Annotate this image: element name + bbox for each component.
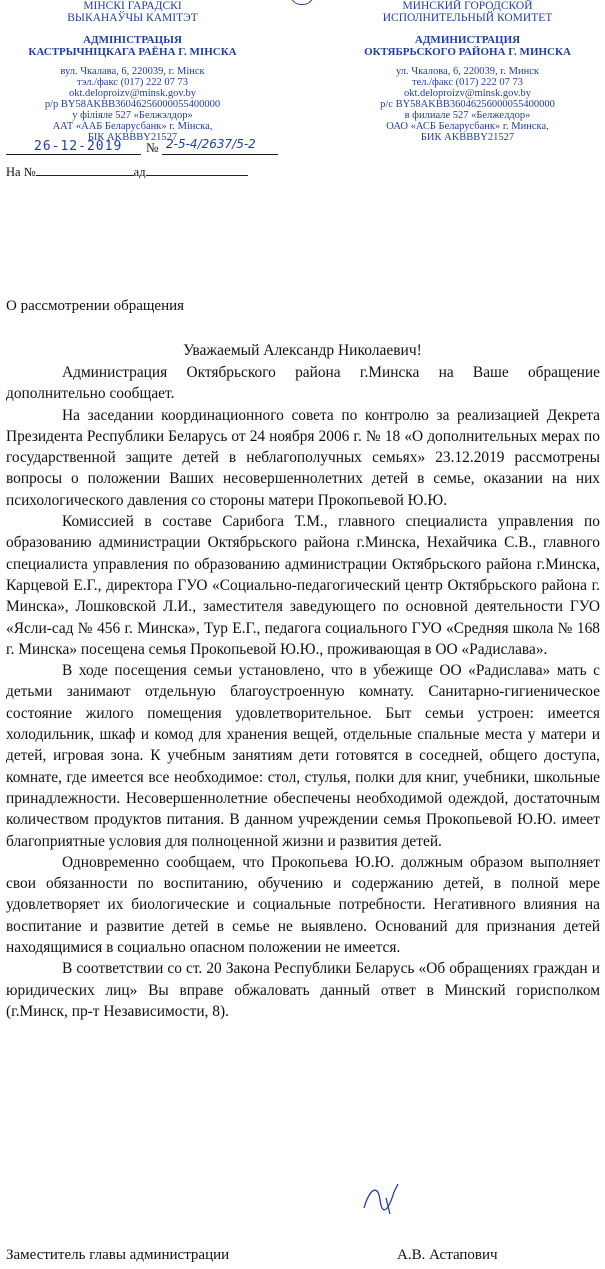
header-line: ВЫКАНАЎЧЫ КАМІТЭТ xyxy=(67,12,198,24)
phone-line: тел./факс (017) 222 07 73 xyxy=(412,77,523,88)
header-line: ИСПОЛНИТЕЛЬНЫЙ КОМИТЕТ xyxy=(382,12,553,24)
body-paragraph: Комиссией в составе Сарибога Т.М., главного специалиста управления по образованию администрации Октябрьского района г.Минска, Нехайчика С.В., главного специалиста управления по образованию администрации Октябрьского района г.Минска, Карцевой Е.Г., директора ГУО «Социально-педагогический центр Октябрьского района г. Минска», Лошковской Л.И., заместителя заведующего по основной деятельности ГУО «Ясли-сад № 456 г. Минска», Тур Е.Г., педагога социального ГУО «Средняя школа № 168 г. Минска» посещена семья Прокопьевой Ю.Ю., проживающая в ОО «Радислава». xyxy=(6,513,600,658)
bank-line: ААТ «ААБ Беларусбанк» г. Мінска, xyxy=(52,121,213,132)
registration-line xyxy=(6,139,276,161)
address-line: вул. Чкалава, 6, 220039, г. Мінск xyxy=(60,66,205,77)
on-no-blank xyxy=(36,163,134,176)
from-label: ад xyxy=(133,165,146,179)
letterhead-belarusian xyxy=(0,0,265,143)
registration-number: 2-5-4/2637/5-2 xyxy=(166,137,256,151)
signatory-position: Заместитель главы администрации xyxy=(6,1247,230,1263)
number-underline xyxy=(162,154,278,155)
org-name: АДМІНІСТРАЦЫЯ xyxy=(83,34,182,46)
bic-line: БІК AKBBBY21527 xyxy=(87,132,178,143)
header-line: МІНСКІ ГАРАДСКІ xyxy=(83,0,182,12)
handwritten-signature xyxy=(360,1178,408,1218)
address-line: ул. Чкалова, 6, 220039, г. Минск xyxy=(396,66,539,77)
number-sign: № xyxy=(146,140,159,155)
bank-branch-line: у філіяле 527 «Белжэлдор» xyxy=(72,110,193,121)
from-blank xyxy=(146,163,248,176)
bank-line: ОАО «АСБ Беларусбанк» г. Минска, xyxy=(386,121,549,132)
on-no-label: На № xyxy=(6,165,36,179)
date-underline xyxy=(6,154,141,155)
body-paragraph: Администрация Октябрьского района г.Минска на Ваше обращение дополнительно сообщает. xyxy=(6,364,600,403)
reply-to-line xyxy=(6,163,276,181)
email-line: okt.deloproizv@minsk.gov.by xyxy=(68,88,197,99)
org-name: ОКТЯБРЬСКОГО РАЙОНА Г. МИНСКА xyxy=(364,46,571,58)
email-line: okt.deloproizv@minsk.gov.by xyxy=(403,88,532,99)
body-paragraph: В соответствии со ст. 20 Закона Республики Беларусь «Об обращениях граждан и юридических лиц» Вы вправе обжаловать данный ответ в Минский горисполком (г.Минск, пр-т Независимости, 8). xyxy=(6,960,600,1020)
org-name: КАСТРЫЧНІЦКАГА РАЁНА Г. МІНСКА xyxy=(28,46,237,58)
letter-subject: О рассмотрении обращения xyxy=(6,298,185,314)
body-paragraph: На заседании координационного совета по контролю за реализацией Декрета Президента Республики Беларусь от 24 ноября 2006 г. № 18 «О дополнительных мерах по государственной защите детей в неблагополучных семьях» 23.12.2019 рассмотрены вопросы о положении Ваших несовершеннолетних детей в семье, оказании на них психологического давления со стороны матери Прокопьевой Ю.Ю. xyxy=(6,406,600,509)
letter-body xyxy=(6,362,600,1022)
bic-line: БИК AKBBBY21527 xyxy=(420,132,515,143)
org-name: АДМИНИСТРАЦИЯ xyxy=(414,34,521,46)
body-paragraph: Одновременно сообщаем, что Прокопьева Ю.Ю. должным образом выполняет свои обязанности по воспитанию, обучению и содержанию детей, в полной мере удовлетворяет их биологические и социальные потребности. Негативного влияния на воспитание и развитие детей в семье не выявлено. Оснований для признания детей находящимися в социально опасном положении не имеется. xyxy=(6,853,600,957)
account-line: р/р BY58AKBB36046256000055400000 xyxy=(44,99,221,110)
body-paragraph: В ходе посещения семьи установлено, что в убежище ОО «Радислава» мать с детьми занимают отдельную благоустроенную комнату. Санитарно-гигиеническое состояние жилого помещения удовлетворительное. Быт семьи устроен: имеется холодильник, шкаф и комод для хранения вещей, отдельные спальные места у матери и детей, игровая зона. К учебным занятиям дети готовятся в соседней, общего доступа, комнате, где имеется все необходимое: стол, стулья, полки для книг, учебники, школьные принадлежности. Несовершеннолетние обеспечены необходимой одеждой, достаточным количеством продуктов питания. В данном учреждении семья Прокопьевой Ю.Ю. имеет благоприятные условия для полноценной жизни и развития детей. xyxy=(6,662,600,850)
header-line: МИНСКИЙ ГОРОДСКОЙ xyxy=(402,0,533,12)
letterhead-russian xyxy=(330,0,605,143)
registration-date-stamp: 26-12-2019 xyxy=(34,139,123,154)
bank-branch-line: в филиале 527 «Белжелдор» xyxy=(404,110,531,121)
phone-line: тэл./факс (017) 222 07 73 xyxy=(77,77,188,88)
greeting: Уважаемый Александр Николаевич! xyxy=(183,342,422,359)
state-emblem xyxy=(290,0,314,5)
account-line: р/с BY58AKBB36046256000055400000 xyxy=(380,99,555,110)
signatory-name: А.В. Астапович xyxy=(397,1247,498,1263)
